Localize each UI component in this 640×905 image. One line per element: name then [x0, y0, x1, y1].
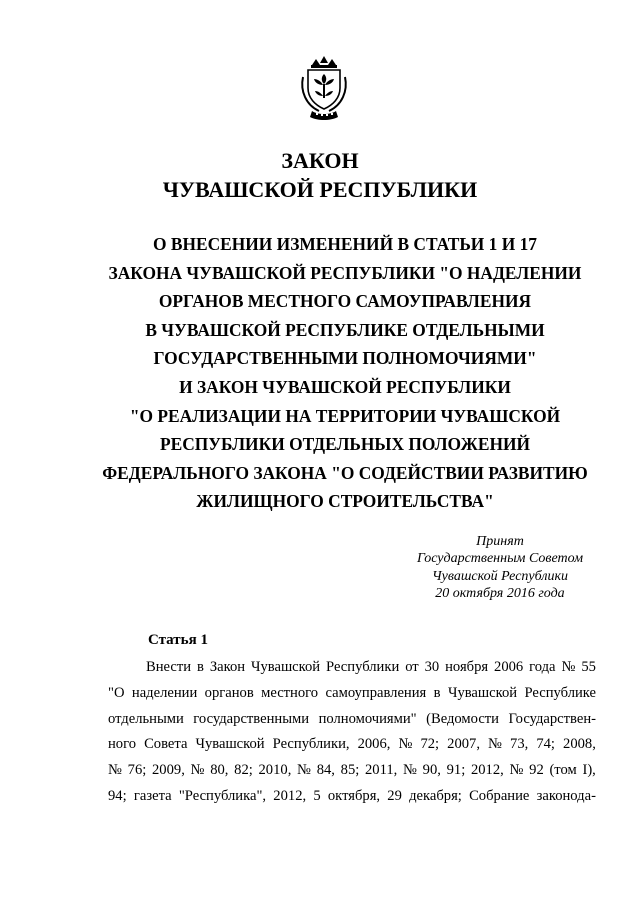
- body-word: 84,: [316, 762, 335, 779]
- body-word: 2012,: [470, 762, 504, 779]
- chuvash-republic-emblem-icon: [298, 55, 350, 121]
- body-word: №: [488, 736, 502, 753]
- body-word: 2008,: [563, 736, 596, 753]
- subject-line: О ВНЕСЕНИИ ИЗМЕНЕНИЙ В СТАТЬИ 1 И 17: [152, 234, 537, 254]
- body-word: 2006: [494, 659, 524, 675]
- body-word: 82;: [234, 762, 253, 779]
- body-word: №: [190, 762, 205, 779]
- body-word: 2010,: [258, 762, 292, 779]
- body-word: государственными: [193, 710, 310, 727]
- subject-line: И ЗАКОН ЧУВАШСКОЙ РЕСПУБЛИКИ: [179, 376, 511, 397]
- body-word: Чувашской: [250, 659, 321, 675]
- body-word: 94;: [108, 787, 127, 804]
- body-line: [108, 784, 596, 810]
- body-word: Внести: [146, 659, 192, 675]
- adoption-note: [380, 533, 620, 602]
- subject-line: ФЕДЕРАЛЬНОГО ЗАКОНА "О СОДЕЙСТВИИ РАЗВИТИЮ: [102, 462, 588, 483]
- body-word: 92: [529, 762, 544, 779]
- body-word: Государствен-: [508, 710, 596, 727]
- body-word: от: [405, 659, 419, 675]
- body-word: 73,: [510, 736, 529, 753]
- body-word: декабря;: [409, 787, 462, 804]
- body-word: 5: [313, 787, 321, 804]
- body-word: в: [433, 684, 441, 701]
- body-word: ного: [108, 736, 137, 753]
- body-word: Республики: [326, 659, 400, 675]
- body-word: №: [398, 736, 413, 753]
- adoption-line: Чувашской Республики: [432, 568, 568, 584]
- body-word: Собрание: [469, 787, 530, 804]
- body-word: I),: [582, 762, 596, 779]
- body-word: полномочиями": [318, 710, 417, 727]
- body-word: Чувашской: [447, 684, 518, 701]
- subject-line: РЕСПУБЛИКИ ОТДЕЛЬНЫХ ПОЛОЖЕНИЙ: [159, 434, 531, 455]
- subject-line: ЖИЛИЩНОГО СТРОИТЕЛЬСТВА": [196, 491, 494, 512]
- body-word: (Ведомости: [426, 710, 499, 727]
- body-word: №: [561, 659, 576, 675]
- body-word: 2007,: [447, 736, 480, 753]
- body-line: [108, 681, 596, 707]
- body-word: самоуправления: [325, 684, 427, 701]
- issuer-title: ЧУВАШСКОЙ РЕСПУБЛИКИ: [162, 177, 478, 202]
- article-heading: Статья 1: [148, 632, 208, 648]
- body-word: 74;: [536, 736, 555, 753]
- subject-line: "О РЕАЛИЗАЦИИ НА ТЕРРИТОРИИ ЧУВАШСКОЙ: [129, 405, 561, 426]
- body-word: местного: [261, 684, 319, 701]
- body-word: октября,: [327, 787, 381, 804]
- body-word: наделении: [131, 684, 198, 701]
- body-word: 72;: [420, 736, 440, 753]
- body-word: газета: [133, 787, 172, 804]
- body-word: 30: [424, 659, 440, 675]
- subject-line: ЗАКОНА ЧУВАШСКОЙ РЕСПУБЛИКИ "О НАДЕЛЕНИИ: [108, 262, 582, 283]
- adoption-line: Принят: [476, 534, 524, 549]
- adoption-date: 20 октября 2016 года: [435, 585, 565, 601]
- body-line: [108, 732, 596, 758]
- body-word: 76;: [127, 762, 147, 779]
- body-word: Чувашской: [195, 736, 265, 753]
- body-word: 91;: [446, 762, 466, 779]
- body-line: [108, 758, 596, 784]
- document-type-title: ЗАКОН: [281, 148, 359, 173]
- law-subject-title: [100, 230, 590, 516]
- body-word: №: [297, 762, 311, 779]
- body-word: ноября: [445, 659, 489, 675]
- body-word: 2006,: [357, 736, 391, 753]
- body-word: 2009,: [152, 762, 185, 779]
- body-line: [108, 655, 596, 681]
- body-word: (том: [549, 762, 577, 779]
- body-word: 85;: [340, 762, 360, 779]
- body-word: органов: [204, 684, 254, 701]
- body-word: года: [529, 659, 556, 675]
- subject-line: ГОСУДАРСТВЕННЫМИ ПОЛНОМОЧИЯМИ": [153, 348, 537, 369]
- adoption-line: Государственным Советом: [416, 551, 584, 567]
- body-word: Республики,: [272, 736, 350, 753]
- body-word: Закон: [209, 659, 246, 675]
- body-word: 2012,: [273, 787, 307, 804]
- body-word: "О: [108, 684, 125, 701]
- body-word: 29: [387, 787, 402, 804]
- body-word: 80,: [210, 762, 229, 779]
- body-line: [108, 707, 596, 733]
- body-word: отдельными: [108, 710, 184, 727]
- body-word: Совета: [144, 736, 188, 753]
- body-word: в: [196, 659, 204, 675]
- subject-line: В ЧУВАШСКОЙ РЕСПУБЛИКЕ ОТДЕЛЬНЫМИ: [145, 319, 545, 340]
- body-word: №: [509, 762, 524, 779]
- body-word: "Республика",: [178, 787, 267, 804]
- body-word: №: [403, 762, 417, 779]
- article-body: [108, 655, 596, 810]
- body-word: 55: [581, 659, 596, 675]
- subject-line: ОРГАНОВ МЕСТНОГО САМОУПРАВЛЕНИЯ: [158, 291, 532, 312]
- body-word: 90,: [422, 762, 441, 779]
- body-word: законода-: [536, 787, 596, 804]
- body-word: Республике: [524, 684, 596, 701]
- body-word: №: [108, 762, 122, 779]
- body-word: 2011,: [365, 762, 398, 779]
